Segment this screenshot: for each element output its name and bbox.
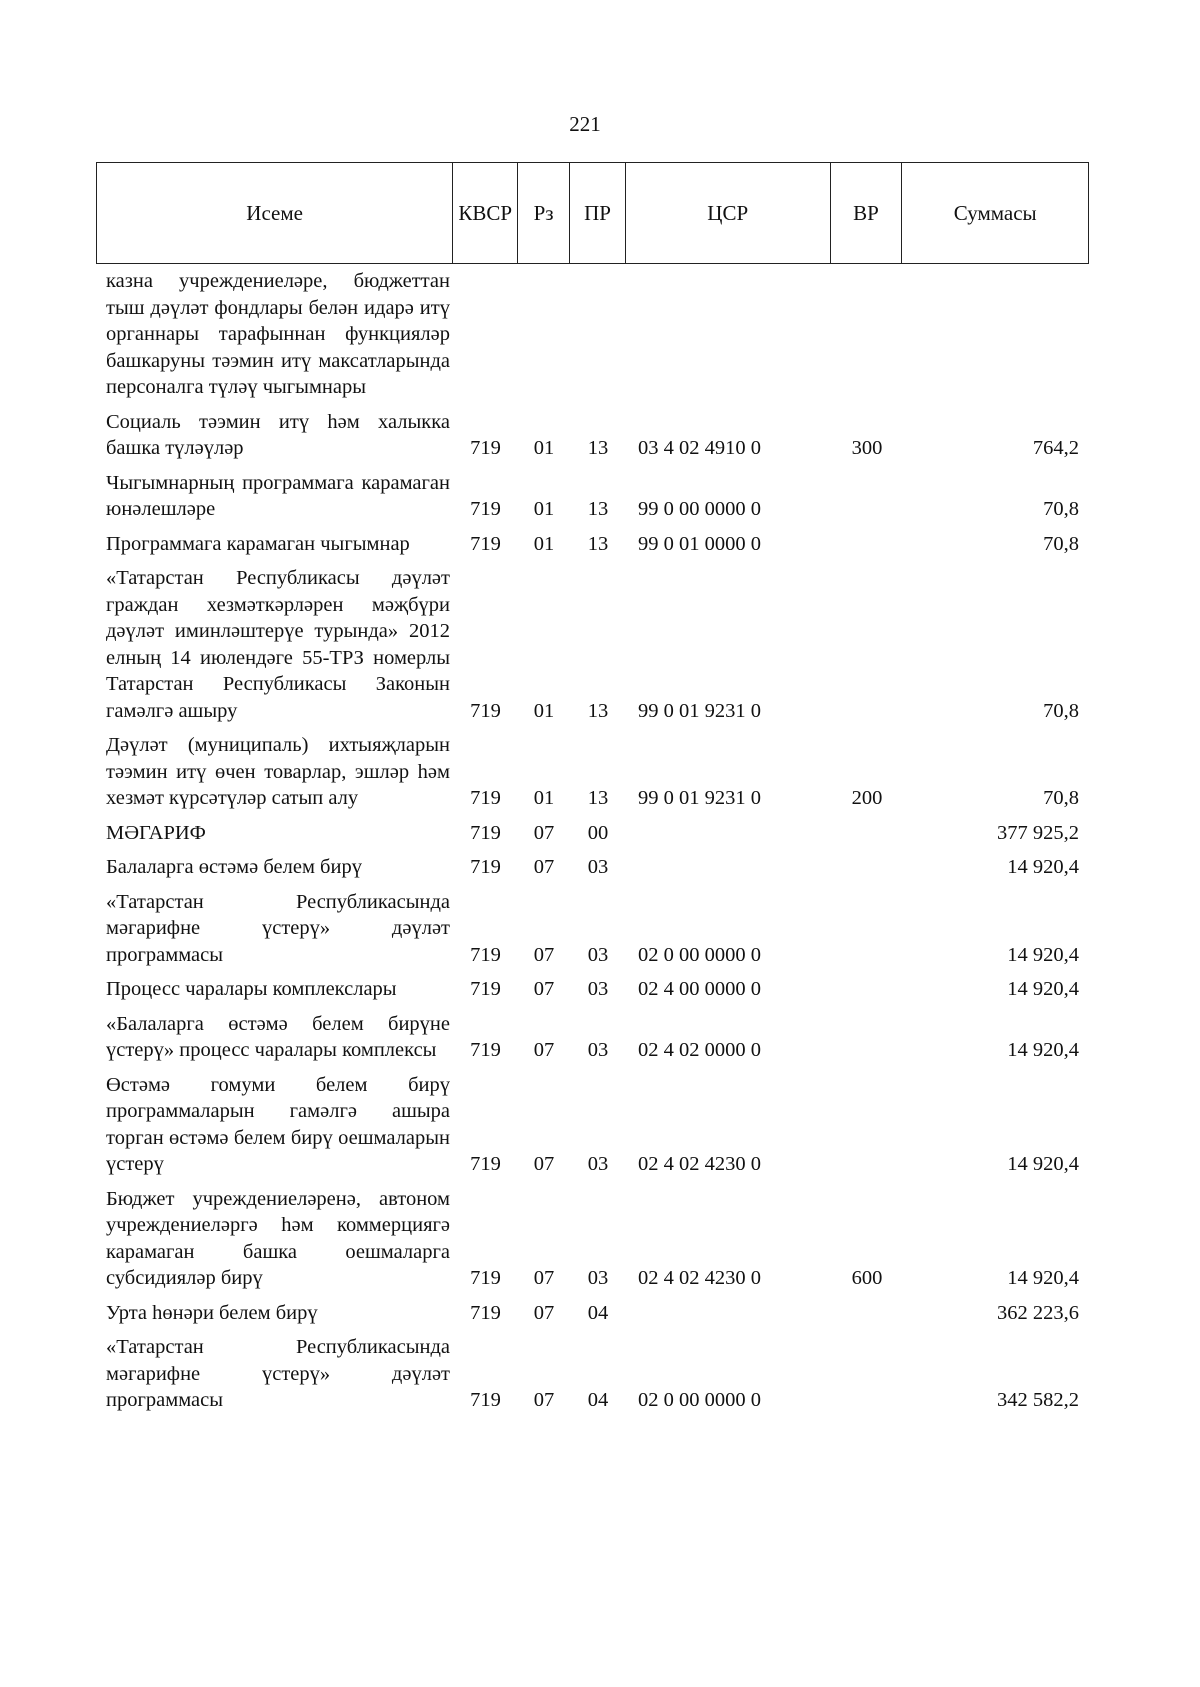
row-sum: 70,8 (1043, 787, 1079, 809)
table-row (96, 268, 1089, 401)
row-kvsr: 719 (470, 1153, 501, 1175)
row-csr: 02 4 02 0000 0 (638, 1039, 761, 1061)
row-pr: 13 (587, 437, 609, 459)
table-row (96, 820, 1089, 847)
row-kvsr: 719 (470, 1301, 501, 1324)
row-rz: 01 (533, 498, 555, 520)
table-body (96, 268, 1089, 1422)
row-kvsr: 719 (470, 821, 501, 844)
table-row (96, 565, 1089, 724)
table-row (96, 531, 1089, 558)
row-pr: 03 (587, 943, 609, 966)
row-pr: 13 (587, 699, 609, 722)
row-sum: 70,8 (1043, 699, 1079, 722)
row-csr: 99 0 01 9231 0 (638, 787, 761, 809)
row-kvsr: 719 (470, 1267, 501, 1289)
row-pr: 13 (587, 498, 609, 520)
row-sum: 342 582,2 (997, 1389, 1079, 1411)
row-csr: 99 0 01 9231 0 (638, 699, 761, 722)
row-name: Социаль тәэмин итү һәм халыкка башка түләүләр (106, 410, 450, 459)
table-row (96, 889, 1089, 969)
row-sum: 14 920,4 (1007, 1267, 1079, 1289)
row-kvsr: 719 (470, 1039, 501, 1061)
row-csr: 99 0 00 0000 0 (638, 498, 761, 520)
row-pr: 03 (587, 1039, 609, 1061)
row-name: Чыгымнарның программага карамаган юнәлешләре (106, 471, 450, 520)
row-sum: 377 925,2 (997, 821, 1079, 844)
page-number: 221 (569, 112, 601, 136)
row-rz: 01 (533, 699, 555, 722)
row-pr: 03 (587, 978, 609, 1000)
header-sum: Суммасы (953, 200, 1037, 225)
row-name: Бюджет учреждениеләренә, автоном учреждениеләргә һәм коммерциягә карамаган башка оешмаларга субсидияләр бирү (106, 1187, 450, 1289)
row-name: Өстәмә гомуми белем бирү программаларын гамәлгә ашыра торган өстәмә белем бирү оешмаларын үстерү (106, 1073, 450, 1175)
table-row (96, 1186, 1089, 1292)
row-rz: 07 (533, 1301, 555, 1324)
row-pr: 03 (587, 1267, 609, 1289)
row-sum: 14 920,4 (1007, 856, 1079, 878)
row-name: Балаларга өстәмә белем бирү (106, 856, 362, 878)
row-kvsr: 719 (470, 1389, 501, 1411)
row-pr: 13 (587, 532, 609, 555)
row-name: казна учреждениеләре, бюджеттан тыш дәүләт фондлары белән идарә итү органнары тарафыннан функцияләр башкаруны тәэмин итү максатларында персоналга түләү чыгымнары (106, 270, 450, 398)
row-sum: 362 223,6 (997, 1301, 1079, 1324)
row-csr: 02 4 02 4230 0 (638, 1153, 761, 1175)
row-pr: 03 (587, 856, 609, 878)
row-csr: 02 0 00 0000 0 (638, 943, 761, 966)
row-kvsr: 719 (470, 699, 501, 722)
row-sum: 14 920,4 (1007, 1039, 1079, 1061)
row-csr: 03 4 02 4910 0 (638, 437, 761, 459)
table-row (96, 976, 1089, 1003)
row-kvsr: 719 (470, 978, 501, 1000)
row-rz: 07 (533, 1039, 555, 1061)
row-rz: 07 (533, 821, 555, 844)
row-pr: 04 (587, 1389, 609, 1411)
row-rz: 07 (533, 978, 555, 1000)
header-vr: ВР (831, 163, 903, 263)
row-pr: 03 (587, 1153, 609, 1175)
row-sum: 70,8 (1043, 532, 1079, 555)
header-csr: ЦСР (626, 163, 831, 263)
row-rz: 07 (533, 1267, 555, 1289)
row-rz: 07 (533, 1389, 555, 1411)
row-name: «Татарстан Республикасында мәгарифне үстерү» дәүләт программасы (106, 890, 450, 966)
row-vr: 200 (851, 787, 883, 809)
row-name: Урта һөнәри белем бирү (106, 1301, 318, 1324)
row-csr: 02 4 00 0000 0 (638, 978, 761, 1000)
table-row (96, 470, 1089, 523)
table-row (96, 1300, 1089, 1327)
table-row (96, 732, 1089, 812)
row-name: Дәүләт (муниципаль) ихтыяҗларын тәэмин итү өчен товарлар, эшләр һәм хезмәт күрсәтүләр сатып алу (106, 734, 450, 809)
row-vr: 300 (851, 437, 883, 459)
row-pr: 13 (587, 787, 609, 809)
row-rz: 01 (533, 532, 555, 555)
row-rz: 07 (533, 1153, 555, 1175)
table-row (96, 854, 1089, 881)
row-sum: 764,2 (1032, 437, 1079, 459)
row-rz: 07 (533, 943, 555, 966)
table-header (96, 162, 1089, 264)
table-row (96, 1072, 1089, 1178)
row-csr: 99 0 01 0000 0 (638, 532, 761, 555)
row-name: Программага карамаган чыгымнар (106, 532, 410, 555)
row-pr: 00 (587, 821, 609, 844)
row-sum: 14 920,4 (1007, 1153, 1079, 1175)
row-rz: 07 (533, 856, 555, 878)
table-row (96, 1011, 1089, 1064)
row-name: «Балаларга өстәмә белем бирүне үстерү» процесс чаралары комплексы (106, 1012, 450, 1061)
row-kvsr: 719 (470, 498, 501, 520)
header-name: Исеме (97, 163, 453, 263)
row-kvsr: 719 (470, 787, 501, 809)
row-name: «Татарстан Республикасында мәгарифне үстерү» дәүләт программасы (106, 1336, 450, 1411)
row-csr: 02 4 02 4230 0 (638, 1267, 761, 1289)
table-row (96, 1334, 1089, 1414)
row-pr: 04 (587, 1301, 609, 1324)
row-name: МӘГАРИФ (106, 821, 206, 844)
row-rz: 01 (533, 787, 555, 809)
row-vr: 600 (851, 1267, 883, 1289)
row-kvsr: 719 (470, 437, 501, 459)
row-sum: 70,8 (1043, 498, 1079, 520)
row-kvsr: 719 (470, 943, 501, 966)
row-sum: 14 920,4 (1007, 943, 1079, 966)
row-kvsr: 719 (470, 532, 501, 555)
header-pr: ПР (570, 163, 626, 263)
row-sum: 14 920,4 (1007, 978, 1079, 1000)
row-name: «Татарстан Республикасы дәүләт граждан хезмәткәрләрен мәҗбүри дәүләт иминләштерүе турында» 2012 елның 14 июлендәге 55-ТРЗ номерлы Татарстан Республикасы Законын гамәлгә ашыру (106, 567, 450, 722)
row-kvsr: 719 (470, 856, 501, 878)
table-row (96, 409, 1089, 462)
row-rz: 01 (533, 437, 555, 459)
header-rz: Рз (518, 163, 570, 263)
header-kvsr: КВСР (453, 163, 518, 263)
row-csr: 02 0 00 0000 0 (638, 1389, 761, 1411)
row-name: Процесс чаралары комплекслары (106, 978, 397, 1000)
